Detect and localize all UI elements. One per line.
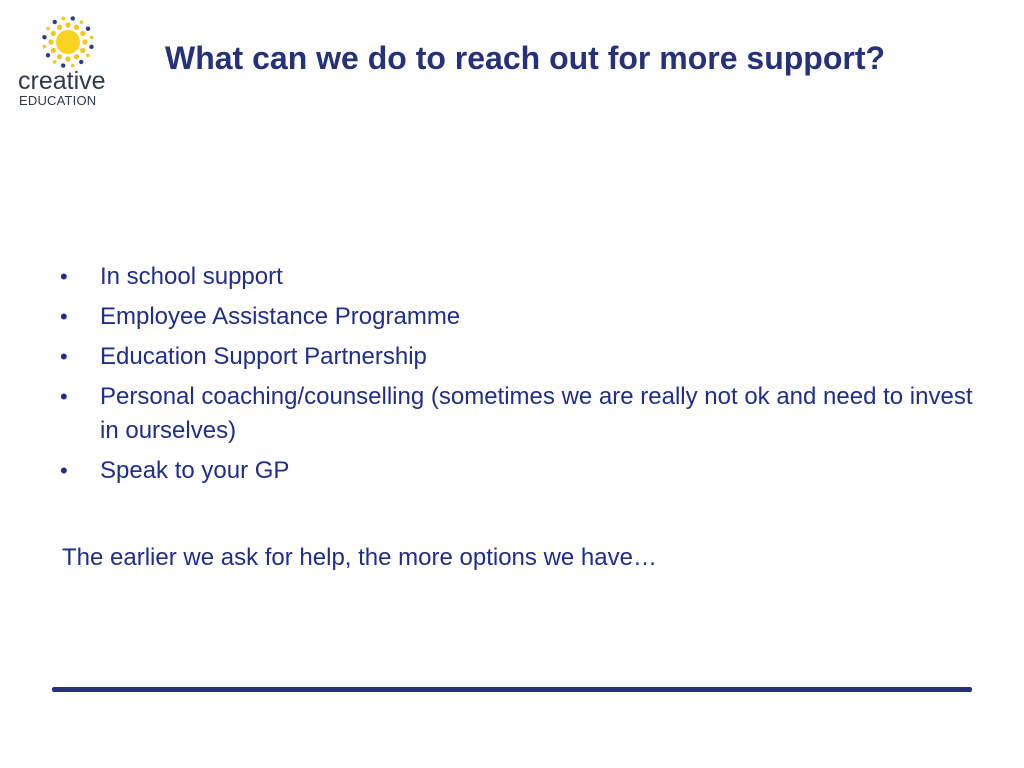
sun-outer-dot [71, 16, 75, 20]
sun-outer-dot [89, 45, 93, 49]
sun-core-icon [56, 30, 80, 54]
sun-outer-dot [43, 45, 47, 49]
bullet-item [60, 454, 980, 488]
sun-ray-dot [65, 22, 70, 27]
sun-ray-dot [57, 25, 62, 30]
sun-outer-dot [80, 20, 84, 24]
creative-education-logo [14, 12, 124, 112]
bullet-item [60, 260, 980, 294]
sun-outer-dot [46, 53, 50, 57]
bullet-text: Personal coaching/counselling (sometimes we are really not ok and need to invest in ourselves) [100, 383, 973, 444]
bullet-text: Speak to your GP [100, 457, 290, 484]
bullet-marker: • [60, 264, 68, 289]
sun-ray-dot [65, 56, 70, 61]
bullet-marker: • [60, 304, 68, 329]
bullet-item [60, 340, 980, 374]
footer-divider [52, 687, 972, 692]
sun-ray-dot [74, 25, 79, 30]
sun-ray-dot [51, 48, 56, 53]
bullet-text: Education Support Partnership [100, 343, 427, 370]
sun-ray-dot [80, 31, 85, 36]
bullet-marker: • [60, 458, 68, 483]
sun-outer-dot [79, 60, 83, 64]
bullet-text: In school support [100, 263, 283, 290]
sun-logo-icon [40, 14, 96, 70]
bullet-list [60, 260, 980, 494]
sun-outer-dot [90, 36, 94, 40]
sun-ray-dot [57, 54, 62, 59]
sun-outer-dot [46, 27, 50, 31]
bullet-item [60, 380, 980, 448]
sun-ray-dot [82, 39, 87, 44]
sun-outer-dot [62, 17, 66, 21]
sun-ray-dot [80, 48, 85, 53]
bullet-marker: • [60, 344, 68, 369]
slide-title: What can we do to reach out for more support? [165, 40, 886, 76]
bullet-item [60, 300, 980, 334]
sun-ray-dot [51, 31, 56, 36]
sun-ray-dot [48, 39, 53, 44]
bullet-text: Employee Assistance Programme [100, 303, 461, 330]
sun-outer-dot [53, 60, 57, 64]
logo-wordmark: creative [18, 67, 106, 95]
sun-ray-dot [74, 54, 79, 59]
sun-outer-dot [86, 27, 90, 31]
closing-statement: The earlier we ask for help, the more options we have… [62, 544, 657, 571]
sun-outer-dot [86, 54, 90, 58]
sun-outer-dot [42, 35, 46, 39]
logo-subtitle: EDUCATION [19, 93, 97, 108]
sun-outer-dot [53, 20, 57, 24]
bullet-marker: • [60, 384, 68, 409]
